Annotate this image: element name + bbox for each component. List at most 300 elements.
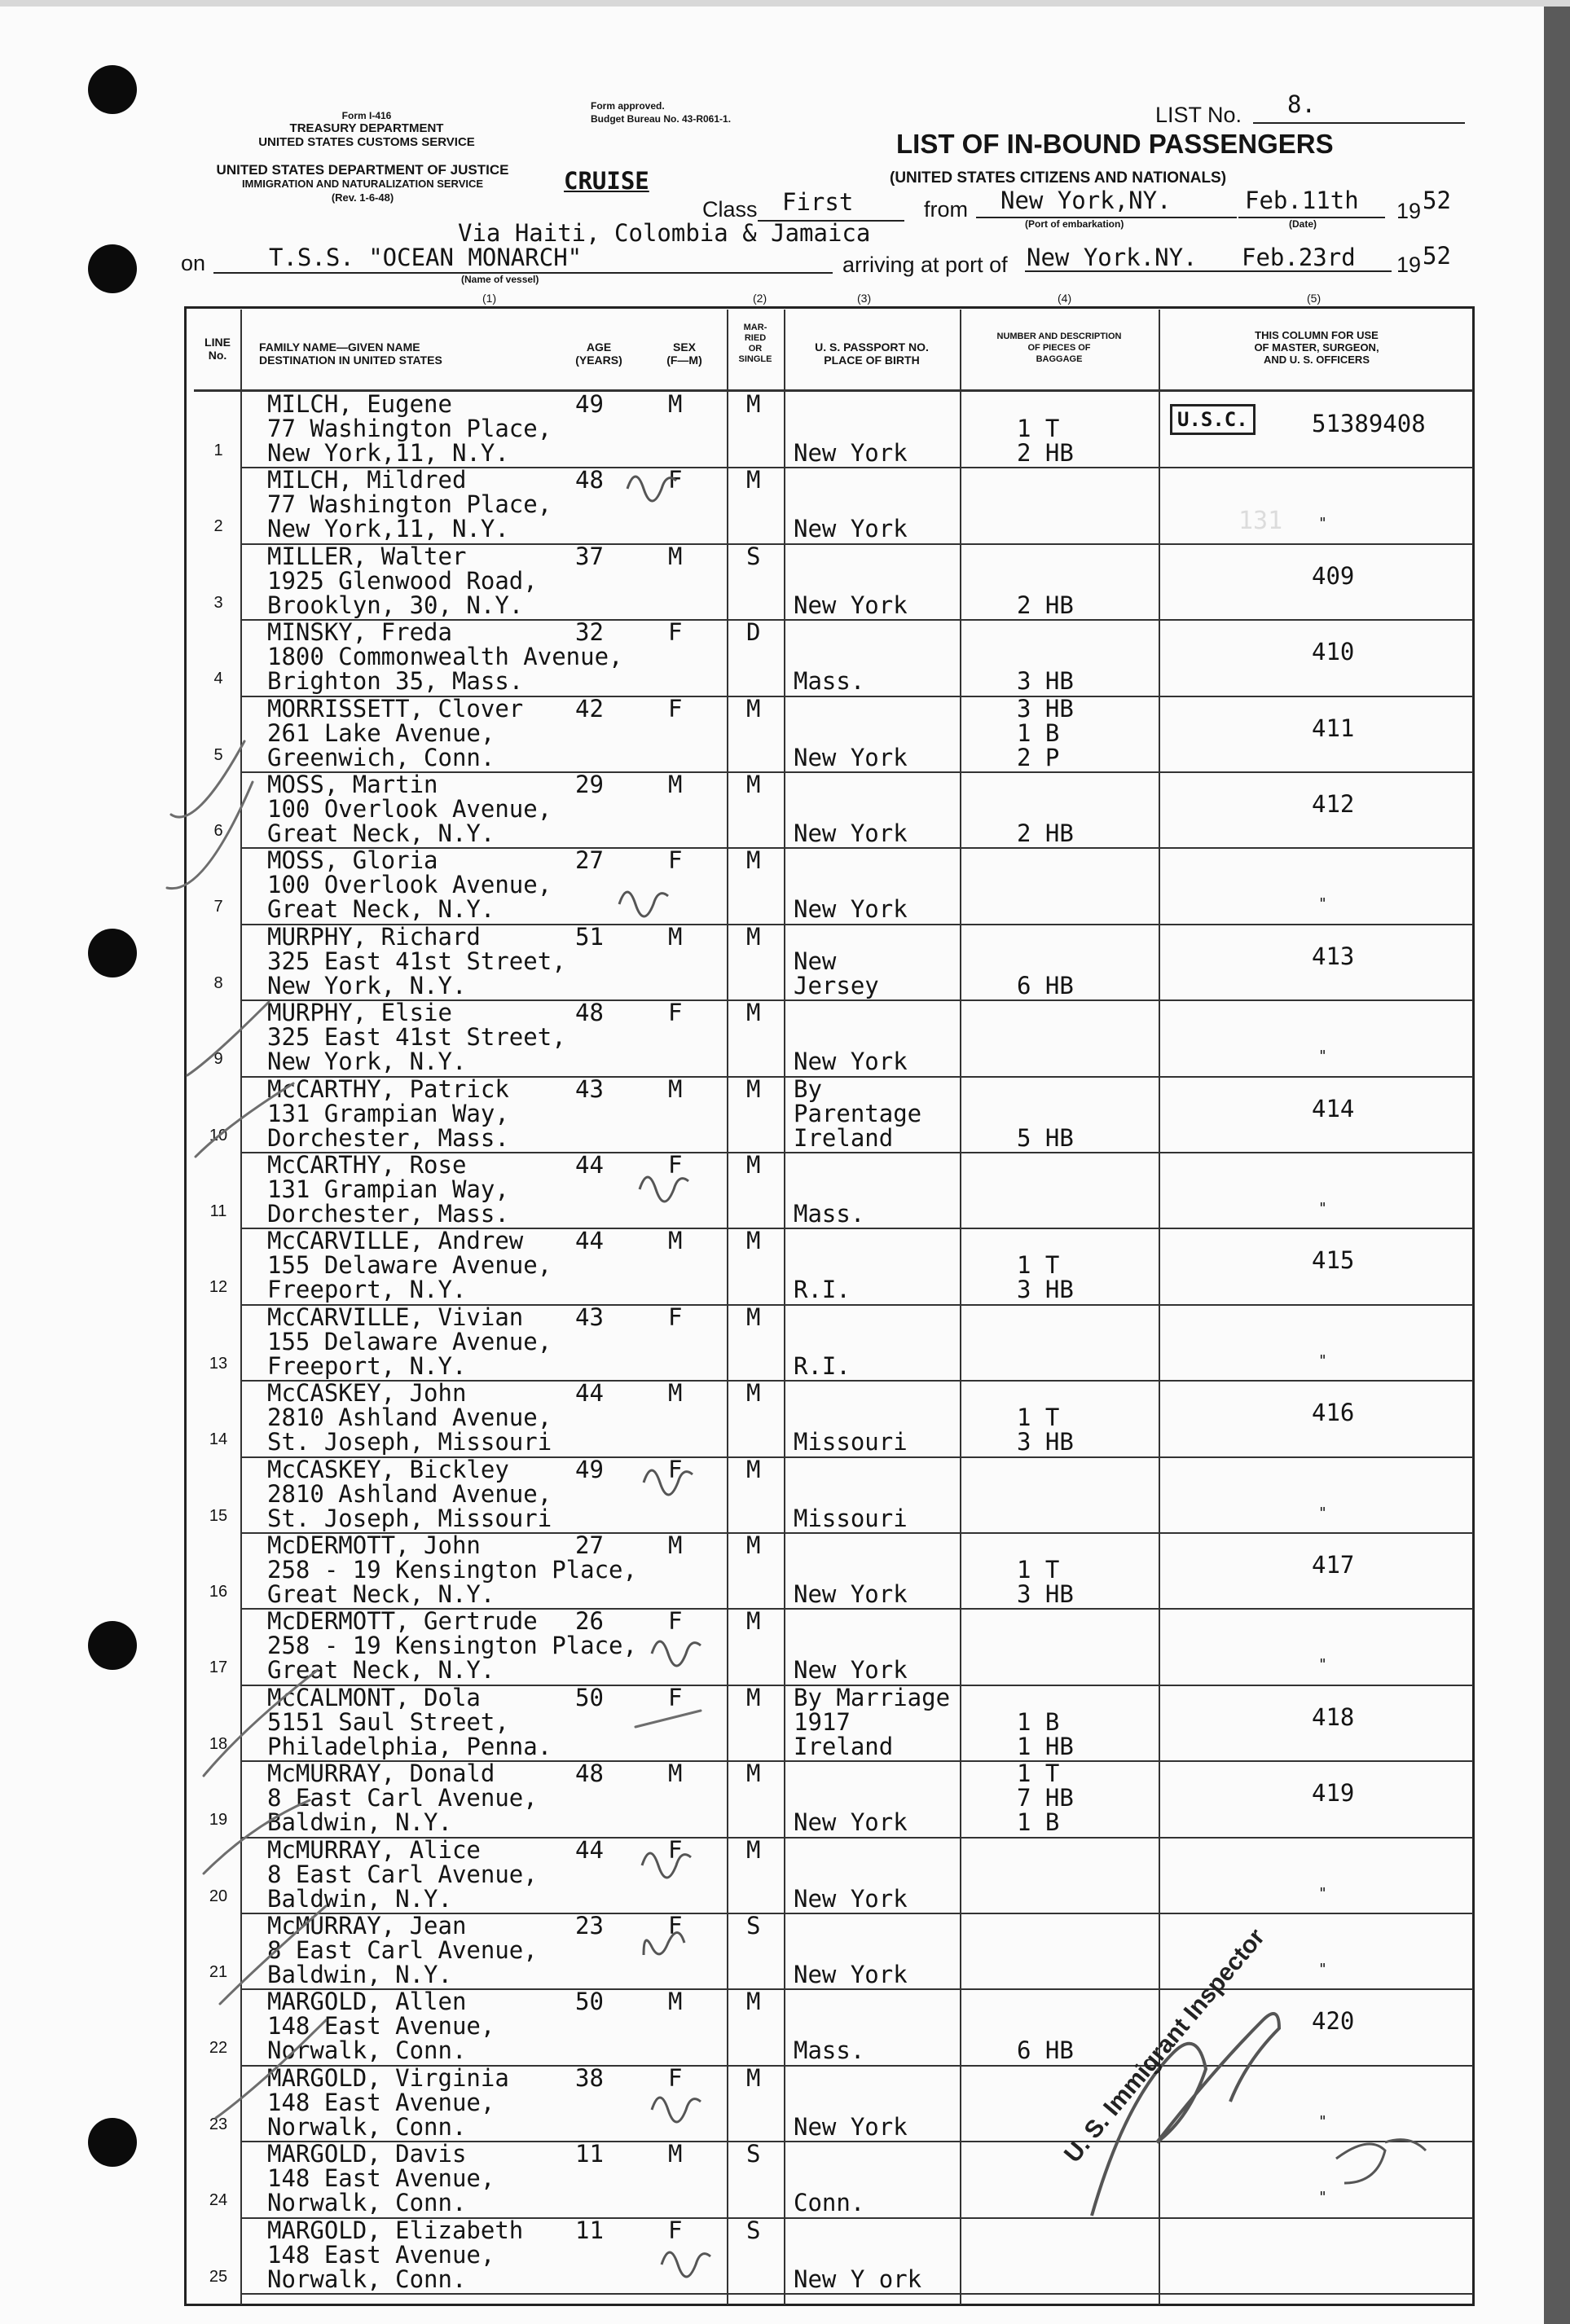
line-number: 3 [213, 593, 223, 612]
place-of-birth: Parentage [794, 1099, 922, 1127]
baggage: 2 P [1017, 743, 1060, 771]
sex: M [668, 1988, 683, 2016]
ditto-mark: " [1318, 1048, 1327, 1065]
address-city: Norwalk, Conn. [267, 2265, 467, 2293]
age: 27 [575, 1531, 604, 1559]
address-street: 8 East Carl Avenue, [267, 1936, 538, 1964]
uscs-stamp: U.S.C. [1170, 404, 1256, 435]
ditto-mark: " [1318, 1351, 1327, 1369]
marital-status: M [746, 1759, 761, 1788]
place-of-birth: Mass. [794, 1200, 865, 1228]
passenger-name: MILCH, Mildred [267, 466, 467, 494]
passenger-name: MURPHY, Elsie [267, 999, 452, 1027]
table-row [0, 2217, 1570, 2293]
col-officers: THIS COLUMN FOR USE OF MASTER, SURGEON, AND U. S. OFFICERS [1254, 329, 1379, 366]
col-num-2: (2) [753, 292, 767, 305]
on-label: on [181, 251, 206, 275]
place-of-birth: New [794, 947, 837, 975]
from-port: New York,NY. [1000, 187, 1172, 214]
address-city: New York,11, N.Y. [267, 515, 509, 543]
place-of-birth: New York [794, 2112, 908, 2141]
sex: M [668, 2140, 683, 2168]
officer-number: 413 [1312, 942, 1355, 970]
baggage: 1 HB [1017, 1732, 1074, 1760]
class-value: First [782, 188, 854, 216]
sex: M [668, 1531, 683, 1559]
marital-status: M [746, 1835, 761, 1864]
ditto-mark: " [1318, 1504, 1327, 1522]
age: 48 [575, 999, 604, 1027]
officer-number: 412 [1312, 790, 1355, 818]
address-city: Dorchester, Mass. [267, 1200, 509, 1228]
line-number: 25 [209, 2267, 228, 2286]
table-row [0, 1152, 1570, 1228]
place-of-birth: New Y ork [794, 2265, 922, 2293]
line-number: 2 [213, 517, 223, 536]
marital-status: M [746, 390, 761, 418]
row-rule [241, 2293, 1473, 2295]
marital-status: M [746, 1988, 761, 2016]
table-row [0, 924, 1570, 999]
form-header-left-2 [183, 163, 542, 204]
place-of-birth: Missouri [794, 1504, 908, 1532]
ditto-mark: " [1318, 2189, 1327, 2207]
place-of-birth: 1917 [794, 1707, 851, 1736]
baggage: 1 B [1017, 718, 1060, 747]
table-row [0, 999, 1570, 1075]
address-city: St. Joseph, Missouri [267, 1504, 552, 1532]
address-street: 258 - 19 Kensington Place, [267, 1556, 637, 1584]
baggage: 1 B [1017, 1808, 1060, 1837]
marital-status: S [746, 1912, 761, 1940]
col-married: MAR- RIED OR SINGLE [738, 323, 772, 364]
address-city: Greenwich, Conn. [267, 743, 495, 771]
line-number: 23 [209, 2115, 228, 2133]
address-city: New York, N.Y. [267, 971, 467, 999]
officer-number: 417 [1312, 1551, 1355, 1579]
passenger-name: MARGOLD, Elizabeth [267, 2216, 524, 2244]
marital-status: M [746, 1607, 761, 1636]
marital-status: M [746, 1683, 761, 1711]
line-number: 14 [209, 1430, 228, 1449]
sex: F [668, 1607, 683, 1636]
address-street: 131 Grampian Way, [267, 1175, 509, 1203]
departure-year: 52 [1423, 187, 1451, 214]
passenger-name: McCARTHY, Patrick [267, 1074, 509, 1103]
address-street: 148 East Avenue, [267, 2164, 495, 2193]
sex: M [668, 390, 683, 418]
approval-line2: Budget Bureau No. 43-R061-1. [591, 113, 732, 125]
col-num-5: (5) [1307, 292, 1322, 305]
address-city: Baldwin, N.Y. [267, 1884, 452, 1913]
marital-status: M [746, 999, 761, 1027]
address-street: 77 Washington Place, [267, 415, 552, 442]
passenger-name: McCARVILLE, Andrew [267, 1227, 524, 1255]
place-of-birth: New York [794, 591, 908, 619]
age: 50 [575, 1683, 604, 1711]
line-number: 20 [209, 1887, 228, 1905]
age: 32 [575, 618, 604, 647]
baggage: 1 T [1017, 1251, 1060, 1280]
marital-status: D [746, 618, 761, 647]
officer-number: 409 [1312, 561, 1355, 590]
table-row [0, 1608, 1570, 1684]
line-number: 24 [209, 2191, 228, 2210]
address-street: 2810 Ashland Avenue, [267, 1479, 552, 1508]
baggage: 1 T [1017, 1556, 1060, 1584]
sex: F [668, 1303, 683, 1331]
sex: M [668, 771, 683, 798]
age: 38 [575, 2063, 604, 2092]
table-row [0, 1228, 1570, 1303]
place-of-birth: Ireland [794, 1732, 894, 1760]
officer-number: 410 [1312, 638, 1355, 666]
line-number: 9 [213, 1050, 223, 1069]
col-line-no: LINE No. [204, 336, 231, 362]
line-number: 1 [213, 442, 223, 459]
age: 44 [575, 1835, 604, 1864]
table-row [0, 1685, 1570, 1760]
table-row [0, 771, 1570, 847]
baggage: 1 B [1017, 1707, 1060, 1736]
baggage: 6 HB [1017, 2036, 1074, 2065]
age: 11 [575, 2140, 604, 2168]
address-street: 8 East Carl Avenue, [267, 1860, 538, 1888]
address-city: Norwalk, Conn. [267, 2036, 467, 2065]
place-of-birth: New York [794, 819, 908, 847]
sex: F [668, 1151, 683, 1179]
arrival-port: New York.NY. [1027, 244, 1198, 271]
address-street: 1925 Glenwood Road, [267, 566, 538, 595]
address-street: 325 East 41st Street, [267, 947, 566, 975]
age: 44 [575, 1227, 604, 1255]
passenger-name: McCARTHY, Rose [267, 1151, 467, 1179]
age: 49 [575, 390, 604, 418]
class-label: Class [702, 197, 758, 222]
col-name: FAMILY NAME—GIVEN NAME DESTINATION IN UNITED STATES [259, 340, 442, 367]
address-street: 2810 Ashland Avenue, [267, 1404, 552, 1432]
line-number: 15 [209, 1506, 228, 1525]
treasury-dept: TREASURY DEPARTMENT [289, 121, 444, 135]
line-number: 21 [209, 1963, 228, 1981]
marital-status: M [746, 694, 761, 723]
line-number: 11 [209, 1202, 227, 1220]
address-city: Norwalk, Conn. [267, 2189, 467, 2217]
col-num-1: (1) [482, 292, 497, 305]
place-of-birth: Mass. [794, 2036, 865, 2065]
place-of-birth: Ireland [794, 1123, 894, 1152]
age: 37 [575, 542, 604, 570]
arrival-year: 52 [1423, 242, 1451, 270]
table-row [0, 1304, 1570, 1380]
year-prefix: 19 [1396, 199, 1422, 223]
line-number: 7 [213, 898, 223, 916]
sex: F [668, 1455, 683, 1483]
table-row [0, 1076, 1570, 1152]
col-sex: SEX (F—M) [666, 340, 702, 367]
table-row [0, 2065, 1570, 2141]
officer-number: 418 [1312, 1702, 1355, 1731]
line-number: 17 [209, 1658, 228, 1677]
line-number: 13 [209, 1354, 228, 1373]
ditto-mark: " [1318, 895, 1327, 913]
line-number: 19 [209, 1811, 228, 1830]
route-via: Via Haiti, Colombia & Jamaica [458, 219, 871, 247]
marital-status: M [746, 1227, 761, 1255]
address-city: Brighton 35, Mass. [267, 667, 524, 696]
address-street: 77 Washington Place, [267, 490, 552, 519]
ditto-mark: " [1318, 1200, 1327, 1217]
address-street: 1800 Commonwealth Avenue, [267, 643, 623, 671]
place-of-birth: New York [794, 1048, 908, 1076]
sex: M [668, 542, 683, 570]
marital-status: M [746, 1455, 761, 1483]
sex: M [668, 1759, 683, 1788]
baggage: 3 HB [1017, 1276, 1074, 1304]
justice-dept: UNITED STATES DEPARTMENT OF JUSTICE [216, 162, 509, 178]
sex: F [668, 1835, 683, 1864]
table-row [0, 1760, 1570, 1836]
passenger-name: McMURRAY, Jean [267, 1912, 467, 1940]
age: 27 [575, 846, 604, 875]
marital-status: S [746, 2140, 761, 2168]
ins-service: IMMIGRATION AND NATURALIZATION SERVICE [241, 178, 484, 190]
passenger-name: McMURRAY, Donald [267, 1759, 495, 1788]
marital-status: S [746, 2216, 761, 2244]
faded-number: 131 [1238, 507, 1283, 535]
form-approval [591, 99, 731, 125]
punch-hole [88, 65, 137, 114]
line-number: 6 [213, 822, 223, 840]
line-number: 8 [213, 973, 223, 992]
address-street: 148 East Avenue, [267, 2240, 495, 2269]
baggage: 2 HB [1017, 591, 1074, 619]
table-row [0, 467, 1570, 543]
place-of-birth: New York [794, 1580, 908, 1608]
table-row [0, 543, 1570, 619]
table-row [0, 696, 1570, 771]
passenger-name: McCARVILLE, Vivian [267, 1303, 524, 1331]
address-city: Great Neck, N.Y. [267, 1656, 495, 1685]
form-number: Form I-416 [341, 110, 392, 121]
address-city: New York, N.Y. [267, 1048, 467, 1076]
age: 50 [575, 1988, 604, 2016]
line-number: 5 [213, 745, 223, 764]
cruise-label: CRUISE [564, 167, 649, 195]
place-of-birth: New York [794, 743, 908, 771]
scan-edge-top [0, 0, 1570, 7]
age: 23 [575, 1912, 604, 1940]
address-city: Great Neck, N.Y. [267, 819, 495, 847]
age: 51 [575, 922, 604, 951]
sex: M [668, 1379, 683, 1408]
from-sublabel: (Port of embarkation) [1025, 218, 1124, 230]
table-row [0, 1988, 1570, 2064]
page-subtitle: (UNITED STATES CITIZENS AND NATIONALS) [890, 169, 1227, 187]
line-number: 16 [209, 1583, 228, 1601]
col-baggage: NUMBER AND DESCRIPTION OF PIECES OF BAGGAGE [996, 332, 1122, 364]
baggage: 1 T [1017, 415, 1060, 442]
passenger-name: McDERMOTT, John [267, 1531, 481, 1559]
customs-service: UNITED STATES CUSTOMS SERVICE [258, 135, 475, 149]
sex: F [668, 694, 683, 723]
sex: F [668, 1683, 683, 1711]
officer-number: 415 [1312, 1246, 1355, 1275]
address-street: 155 Delaware Avenue, [267, 1251, 552, 1280]
address-street: 325 East 41st Street, [267, 1023, 566, 1052]
address-city: Baldwin, N.Y. [267, 1961, 452, 1988]
ditto-mark: " [1318, 2112, 1327, 2130]
sex: F [668, 846, 683, 875]
ditto-mark: " [1318, 1656, 1327, 1674]
place-of-birth: New York [794, 1656, 908, 1685]
table-row [0, 1532, 1570, 1608]
marital-status: M [746, 1151, 761, 1179]
sex: M [668, 1074, 683, 1103]
baggage: 3 HB [1017, 667, 1074, 696]
place-of-birth: New York [794, 1884, 908, 1913]
col-passport: U. S. PASSPORT NO. PLACE OF BIRTH [815, 340, 929, 367]
col-num-3: (3) [857, 292, 872, 305]
baggage: 1 T [1017, 1404, 1060, 1432]
address-street: 8 East Carl Avenue, [267, 1784, 538, 1812]
passenger-name: McMURRAY, Alice [267, 1835, 481, 1864]
marital-status: M [746, 771, 761, 798]
line-number: 22 [209, 2039, 228, 2058]
place-of-birth: By [794, 1074, 822, 1103]
address-city: Baldwin, N.Y. [267, 1808, 452, 1837]
address-city: New York,11, N.Y. [267, 439, 509, 467]
place-of-birth: Jersey [794, 971, 879, 999]
marital-status: M [746, 1379, 761, 1408]
place-of-birth: New York [794, 1961, 908, 1988]
sex: F [668, 466, 683, 494]
ditto-mark: " [1318, 1961, 1327, 1978]
officer-number: 51389408 [1312, 410, 1426, 437]
baggage: 2 HB [1017, 439, 1074, 467]
departure-date: Feb.11th [1245, 187, 1359, 214]
baggage: 1 T [1017, 1759, 1060, 1788]
inspector-stamp: U. S. Immigrant Inspector [1059, 1923, 1270, 2168]
place-of-birth: Mass. [794, 667, 865, 696]
passenger-name: MINSKY, Freda [267, 618, 452, 647]
marital-status: M [746, 466, 761, 494]
passenger-name: McCALMONT, Dola [267, 1683, 481, 1711]
address-street: 258 - 19 Kensington Place, [267, 1632, 637, 1660]
date-sublabel: (Date) [1289, 218, 1317, 230]
address-street: 155 Delaware Avenue, [267, 1327, 552, 1355]
age: 43 [575, 1074, 604, 1103]
sex: F [668, 999, 683, 1027]
address-city: Philadelphia, Penna. [267, 1732, 552, 1760]
table-row [0, 847, 1570, 923]
approval-line1: Form approved. [591, 100, 665, 112]
from-label: from [924, 197, 968, 222]
marital-status: M [746, 846, 761, 875]
passenger-name: MARGOLD, Virginia [267, 2063, 509, 2092]
passenger-name: MILLER, Walter [267, 542, 467, 570]
list-no-line [1253, 122, 1465, 124]
passenger-name: MARGOLD, Allen [267, 1988, 467, 2016]
passenger-name: MARGOLD, Davis [267, 2140, 467, 2168]
place-of-birth: New York [794, 515, 908, 543]
address-city: Great Neck, N.Y. [267, 1580, 495, 1608]
passenger-name: McCASKEY, John [267, 1379, 467, 1408]
table-row [0, 2141, 1570, 2216]
sex: M [668, 1227, 683, 1255]
baggage: 3 HB [1017, 1580, 1074, 1608]
table-row [0, 1380, 1570, 1456]
ditto-mark: " [1318, 1884, 1327, 1902]
form-revision: (Rev. 1-6-48) [331, 191, 394, 204]
col-age: AGE (YEARS) [575, 340, 622, 367]
sex: F [668, 618, 683, 647]
baggage: 6 HB [1017, 971, 1074, 999]
place-of-birth: R.I. [794, 1351, 851, 1380]
marital-status: M [746, 1303, 761, 1331]
passenger-name: MILCH, Eugene [267, 390, 452, 418]
address-city: Norwalk, Conn. [267, 2112, 467, 2141]
place-of-birth: Missouri [794, 1428, 908, 1456]
address-street: 261 Lake Avenue, [267, 718, 495, 747]
age: 29 [575, 771, 604, 798]
table-row [0, 619, 1570, 695]
officer-number: 416 [1312, 1399, 1355, 1427]
passenger-name: MOSS, Gloria [267, 846, 438, 875]
age: 48 [575, 466, 604, 494]
vessel-sublabel: (Name of vessel) [461, 274, 539, 285]
age: 44 [575, 1379, 604, 1408]
marital-status: M [746, 1531, 761, 1559]
table-row [0, 1837, 1570, 1913]
sex: M [668, 922, 683, 951]
address-city: Brooklyn, 30, N.Y. [267, 591, 524, 619]
line-number: 10 [209, 1126, 228, 1144]
officer-number: 411 [1312, 714, 1355, 742]
table-row [0, 1913, 1570, 1988]
age: 26 [575, 1607, 604, 1636]
officer-number: 420 [1312, 2007, 1355, 2036]
ditto-mark: " [1318, 515, 1327, 533]
marital-status: S [746, 542, 761, 570]
place-of-birth: New York [794, 895, 908, 924]
vessel-name: T.S.S. "OCEAN MONARCH" [269, 244, 583, 271]
marital-status: M [746, 2063, 761, 2092]
page-title: LIST OF IN-BOUND PASSENGERS [896, 129, 1334, 159]
place-of-birth: By Marriage [794, 1683, 951, 1711]
line-number: 18 [209, 1734, 228, 1753]
line-number: 12 [209, 1278, 228, 1297]
baggage: 3 HB [1017, 694, 1074, 723]
passenger-name: McDERMOTT, Gertrude [267, 1607, 538, 1636]
table-row [0, 391, 1570, 467]
punch-hole [88, 244, 137, 293]
address-city: St. Joseph, Missouri [267, 1428, 552, 1456]
place-of-birth: Conn. [794, 2189, 865, 2217]
passenger-name: MOSS, Martin [267, 771, 438, 798]
age: 42 [575, 694, 604, 723]
list-no-label: LIST No. [1155, 103, 1242, 127]
age: 11 [575, 2216, 604, 2244]
place-of-birth: New York [794, 439, 908, 467]
baggage: 2 HB [1017, 819, 1074, 847]
arrival-year-prefix: 19 [1396, 253, 1422, 277]
arrival-date: Feb.23rd [1242, 244, 1356, 271]
sex: F [668, 2216, 683, 2244]
officer-number: 419 [1312, 1779, 1355, 1808]
address-street: 100 Overlook Avenue, [267, 795, 552, 823]
officer-number: 414 [1312, 1094, 1355, 1122]
